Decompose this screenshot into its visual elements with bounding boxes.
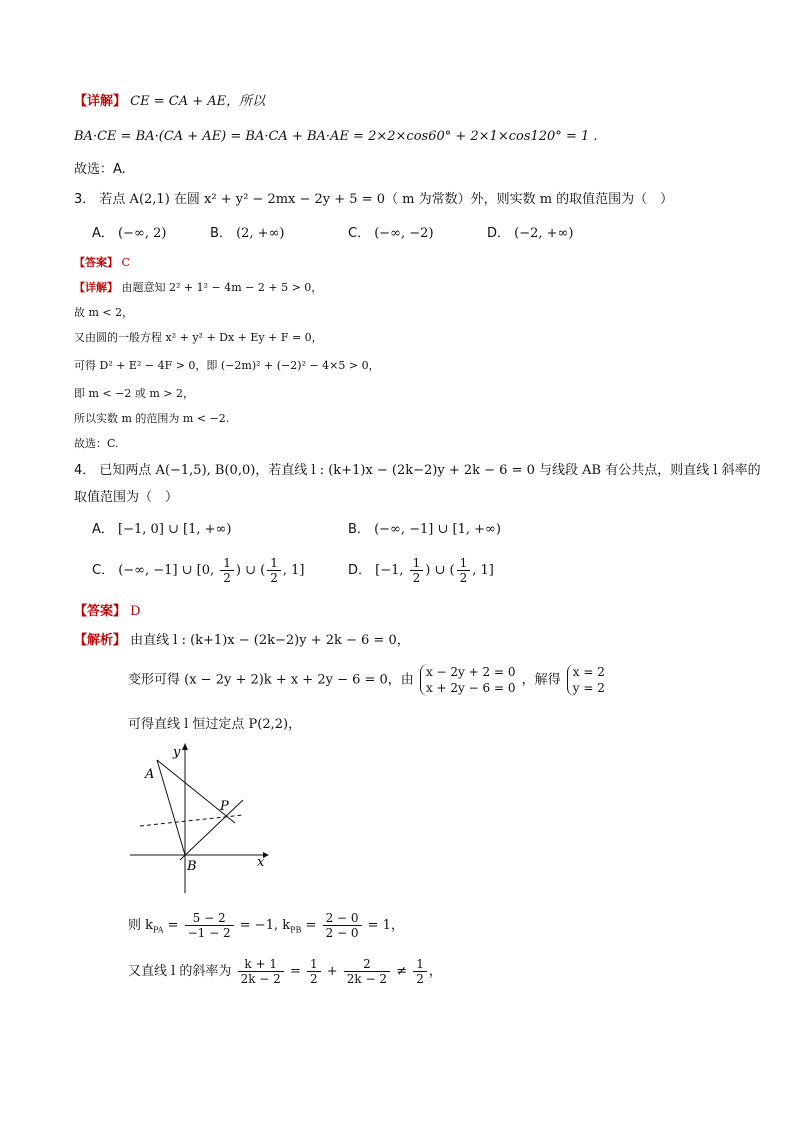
segment-ab	[157, 760, 185, 855]
analysis-tag: 【解析】	[74, 633, 127, 648]
q3-option-d	[487, 225, 573, 243]
q3-detail-line-7: 故选：C.	[74, 437, 119, 450]
q4-analysis-line1	[74, 632, 410, 650]
numerator: k + 1	[238, 957, 284, 972]
q4-answer	[74, 603, 141, 621]
option-label: C．	[348, 226, 371, 241]
equation-system-1	[420, 664, 516, 696]
q3-option-a	[92, 225, 166, 243]
dot-product-expression: BA·CE = BA·(CA + AE) = BA·CA + BA·AE = 2×2×cos60° + 2×1×cos120° = 1 .	[74, 129, 598, 144]
line-bp	[180, 800, 243, 860]
slope-text: 又直线 l 的斜率为	[128, 964, 232, 979]
q3-detail-line-2: 故 m < 2，	[74, 306, 134, 319]
fraction-rest	[344, 957, 390, 986]
solution-y: y = 2	[572, 681, 605, 695]
denominator: 2	[412, 571, 421, 585]
denominator: 2 − 0	[325, 926, 359, 940]
option-value-part: ) ∪ (	[235, 563, 266, 578]
numerator: 1	[220, 556, 234, 571]
q4-option-d	[348, 556, 494, 585]
label-x: x	[257, 855, 265, 870]
option-value: (−∞, −2)	[374, 226, 434, 241]
q4-option-c	[92, 556, 304, 585]
detail-tag: 【详解】	[74, 94, 127, 109]
denominator: 2	[270, 571, 278, 585]
q3-stem	[74, 191, 673, 209]
q2-detail-line2	[74, 128, 598, 146]
q3-detail-line-3: 又由圆的一般方程 x² + y² + Dx + Ey + F = 0，	[74, 331, 323, 344]
solution-x: x = 2	[572, 665, 605, 679]
denominator: 2k − 2	[240, 972, 281, 986]
solve-word: ，解得	[521, 672, 561, 688]
fraction-half	[267, 556, 281, 585]
fraction-slope	[238, 957, 284, 986]
option-value: (2, +∞)	[236, 226, 285, 241]
option-value-part: (−∞, −1] ∪ [0,	[118, 563, 219, 578]
slope-text: = −1, k	[239, 918, 291, 933]
subscript-pb: PB	[290, 925, 302, 935]
numerator: 1	[307, 957, 321, 972]
answer-value: C	[121, 256, 130, 269]
option-value-part: , 1]	[282, 563, 305, 578]
fraction-half	[220, 556, 234, 585]
y-axis-arrow	[182, 743, 188, 750]
vector-equation: CE = CA + AE，所以	[130, 94, 266, 109]
denominator: 2	[459, 571, 468, 585]
denominator: −1 − 2	[187, 926, 231, 940]
q3-option-c	[348, 225, 434, 243]
answer-value: D	[130, 604, 141, 619]
denominator: 2k − 2	[346, 972, 388, 986]
fraction-half	[457, 556, 471, 585]
q4-slopes-line: 则 $k_{PA}$ = $\frac{5 - 2}{-1 - 2}$ = −1, $k_{PB}$ = $\frac{2 - 0}{2 - 0}$ = 1，	[128, 911, 404, 940]
option-label: B．	[210, 226, 232, 241]
numerator: 5 − 2	[185, 911, 234, 926]
q4-stem-line1	[74, 462, 761, 480]
slope-text: = 1，	[367, 918, 404, 933]
numerator: 2 − 0	[323, 911, 362, 926]
option-value-part: ) ∪ (	[425, 563, 455, 578]
fraction-kpb	[323, 911, 362, 940]
q3-detail-line-4: 可得 D² + E² − 4F > 0，即 (−2m)² + (−2)² − 4×5 > 0，	[74, 359, 380, 372]
detail-tag: 【详解】	[74, 281, 118, 294]
numerator: 1	[457, 556, 471, 571]
denominator: 2	[223, 571, 231, 585]
q3-answer	[74, 256, 130, 270]
label-p: P	[220, 799, 229, 814]
option-label: D．	[348, 563, 372, 578]
q4-number: 4．	[74, 463, 96, 478]
option-value: (−2, +∞)	[514, 226, 574, 241]
q2-answer: 故选：A.	[74, 162, 126, 177]
label-b: B	[187, 859, 197, 874]
subscript-pa: PA	[153, 925, 164, 935]
fraction-half	[410, 556, 424, 585]
option-value-part: , 1]	[472, 563, 494, 578]
q2-detail-line1	[74, 93, 265, 111]
q4-option-a	[92, 521, 231, 539]
option-label: D．	[487, 226, 511, 241]
numerator: 2	[344, 957, 390, 972]
q4-fixed-point: 可得直线 l 恒过定点 P(2,2)，	[128, 717, 302, 732]
numerator: 1	[410, 556, 424, 571]
q3-detail-line-1	[74, 281, 322, 295]
q3-detail-line-5: 即 m < −2 或 m > 2，	[74, 387, 194, 400]
equation-system-2	[567, 664, 605, 696]
option-value: [−1, 0] ∪ [1, +∞)	[118, 522, 232, 537]
label-a: A	[145, 767, 155, 782]
option-value-part: [−1,	[375, 563, 408, 578]
q4-last-line: 又直线 l 的斜率为 $\frac{k + 1}{2k - 2}$ = $\frac{1}{2}$ + $\frac{2}{2k - 2}$ ≠ $\frac{1}{2}$ ，	[128, 957, 442, 986]
line-diagram	[125, 738, 275, 898]
transform-text: 变形可得 (x − 2y + 2)k + x + 2y − 6 = 0，由	[128, 672, 414, 688]
numerator: 1	[267, 556, 281, 571]
slope-text: 则 k	[128, 918, 154, 933]
denominator: 2	[309, 972, 318, 986]
q3-stem-text: 若点 A(2,1) 在圆 x² + y² − 2mx − 2y + 5 = 0（ m 为常数）外，则实数 m 的取值范围为（ ）	[99, 192, 674, 207]
q4-stem-line2: 取值范围为（ ）	[74, 490, 179, 505]
option-label: B．	[348, 522, 370, 537]
q3-detail-line-6: 所以实数 m 的范围为 m < −2.	[74, 412, 230, 425]
detail-text: 由题意知 2² + 1² − 4m − 2 + 5 > 0，	[121, 281, 323, 294]
option-label: C．	[92, 563, 115, 578]
label-y: y	[173, 745, 181, 760]
q4-stem-text: 已知两点 A(−1,5), B(0,0)，若直线 l : (k+1)x − (2k−2)y + 2k − 6 = 0 与线段 AB 有公共点，则直线 l 斜率的	[99, 463, 761, 478]
q4-option-b	[348, 521, 501, 539]
punctuation: ，	[428, 964, 442, 979]
q4-transform-line	[128, 664, 607, 696]
analysis-text: 由直线 l : (k+1)x − (2k−2)y + 2k − 6 = 0，	[130, 633, 410, 648]
q3-option-b	[210, 225, 284, 243]
q3-number: 3．	[74, 192, 96, 207]
fraction-kpa	[185, 911, 234, 940]
denominator: 2	[416, 972, 424, 986]
option-value: (−∞, −1] ∪ [1, +∞)	[374, 522, 501, 537]
fraction-half	[307, 957, 321, 986]
fraction-half	[413, 957, 427, 986]
numerator: 1	[413, 957, 427, 972]
system-eq-1: x − 2y + 2 = 0	[425, 665, 516, 679]
option-label: A．	[92, 226, 114, 241]
option-value: (−∞, 2)	[118, 226, 167, 241]
answer-tag: 【答案】	[74, 256, 118, 269]
answer-tag: 【答案】	[74, 604, 127, 619]
option-label: A．	[92, 522, 114, 537]
system-eq-2: x + 2y − 6 = 0	[425, 681, 516, 695]
